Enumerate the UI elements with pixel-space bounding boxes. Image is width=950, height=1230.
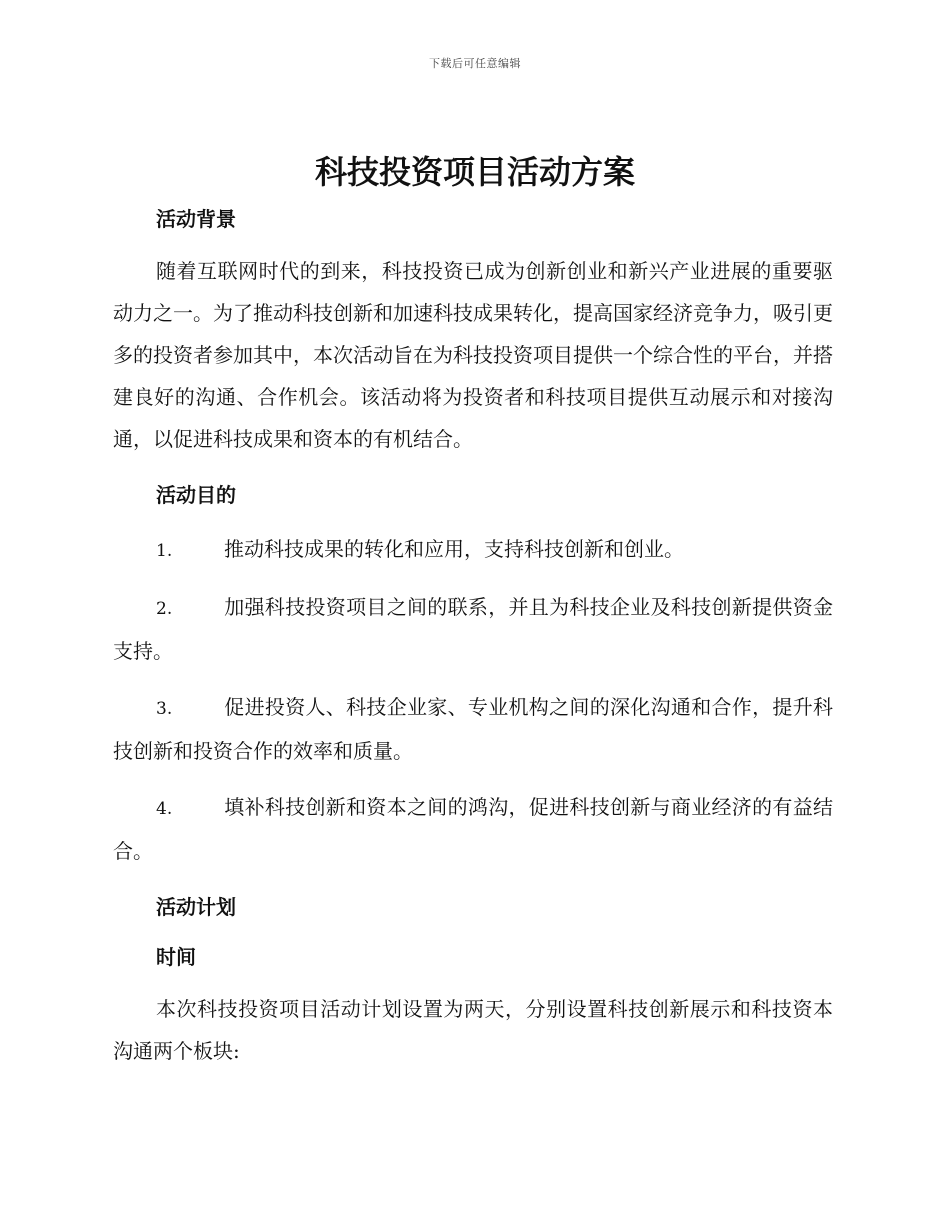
goal-item-3 — [113, 686, 833, 772]
goal-item-number: 1. — [156, 541, 173, 561]
goal-item-text: 促进投资人、科技企业家、专业机构之间的深化沟通和合作，提升科技创新和投资合作的效率和质量。 — [113, 695, 833, 763]
goal-item-text: 填补科技创新和资本之间的鸿沟，促进科技创新与商业经济的有益结合。 — [113, 795, 833, 863]
header-note: 下载后可任意编辑 — [429, 57, 521, 70]
goal-item-4 — [113, 786, 833, 872]
goal-item-1 — [113, 528, 833, 572]
section-heading-background: 活动背景 — [156, 207, 236, 231]
goal-item-text: 推动科技成果的转化和应用，支持科技创新和创业。 — [224, 537, 684, 561]
goal-item-number: 2. — [156, 599, 173, 619]
plan-paragraph: 本次科技投资项目活动计划设置为两天，分别设置科技创新展示和科技资本沟通两个板块: — [113, 997, 833, 1063]
document-title: 科技投资项目活动方案 — [314, 153, 635, 191]
section-heading-plan: 活动计划 — [156, 895, 236, 919]
document-body — [113, 202, 833, 1072]
sub-heading-time: 时间 — [156, 945, 196, 969]
background-paragraph: 随着互联网时代的到来，科技投资已成为创新创业和新兴产业进展的重要驱动力之一。为了推动科技创新和加速科技成果转化，提高国家经济竞争力，吸引更多的投资者参加其中，本次活动旨在为科技投资项目提供一个综合性的平台，并搭建良好的沟通、合作机会。该活动将为投资者和科技项目提供互动展示和对接沟通，以促进科技成果和资本的有机结合。 — [113, 259, 833, 451]
goal-item-number: 3. — [156, 699, 173, 719]
goal-item-number: 4. — [156, 799, 173, 819]
section-heading-goals: 活动目的 — [156, 483, 236, 507]
goal-item-text: 加强科技投资项目之间的联系，并且为科技企业及科技创新提供资金支持。 — [113, 595, 833, 663]
goal-item-2 — [113, 586, 833, 672]
